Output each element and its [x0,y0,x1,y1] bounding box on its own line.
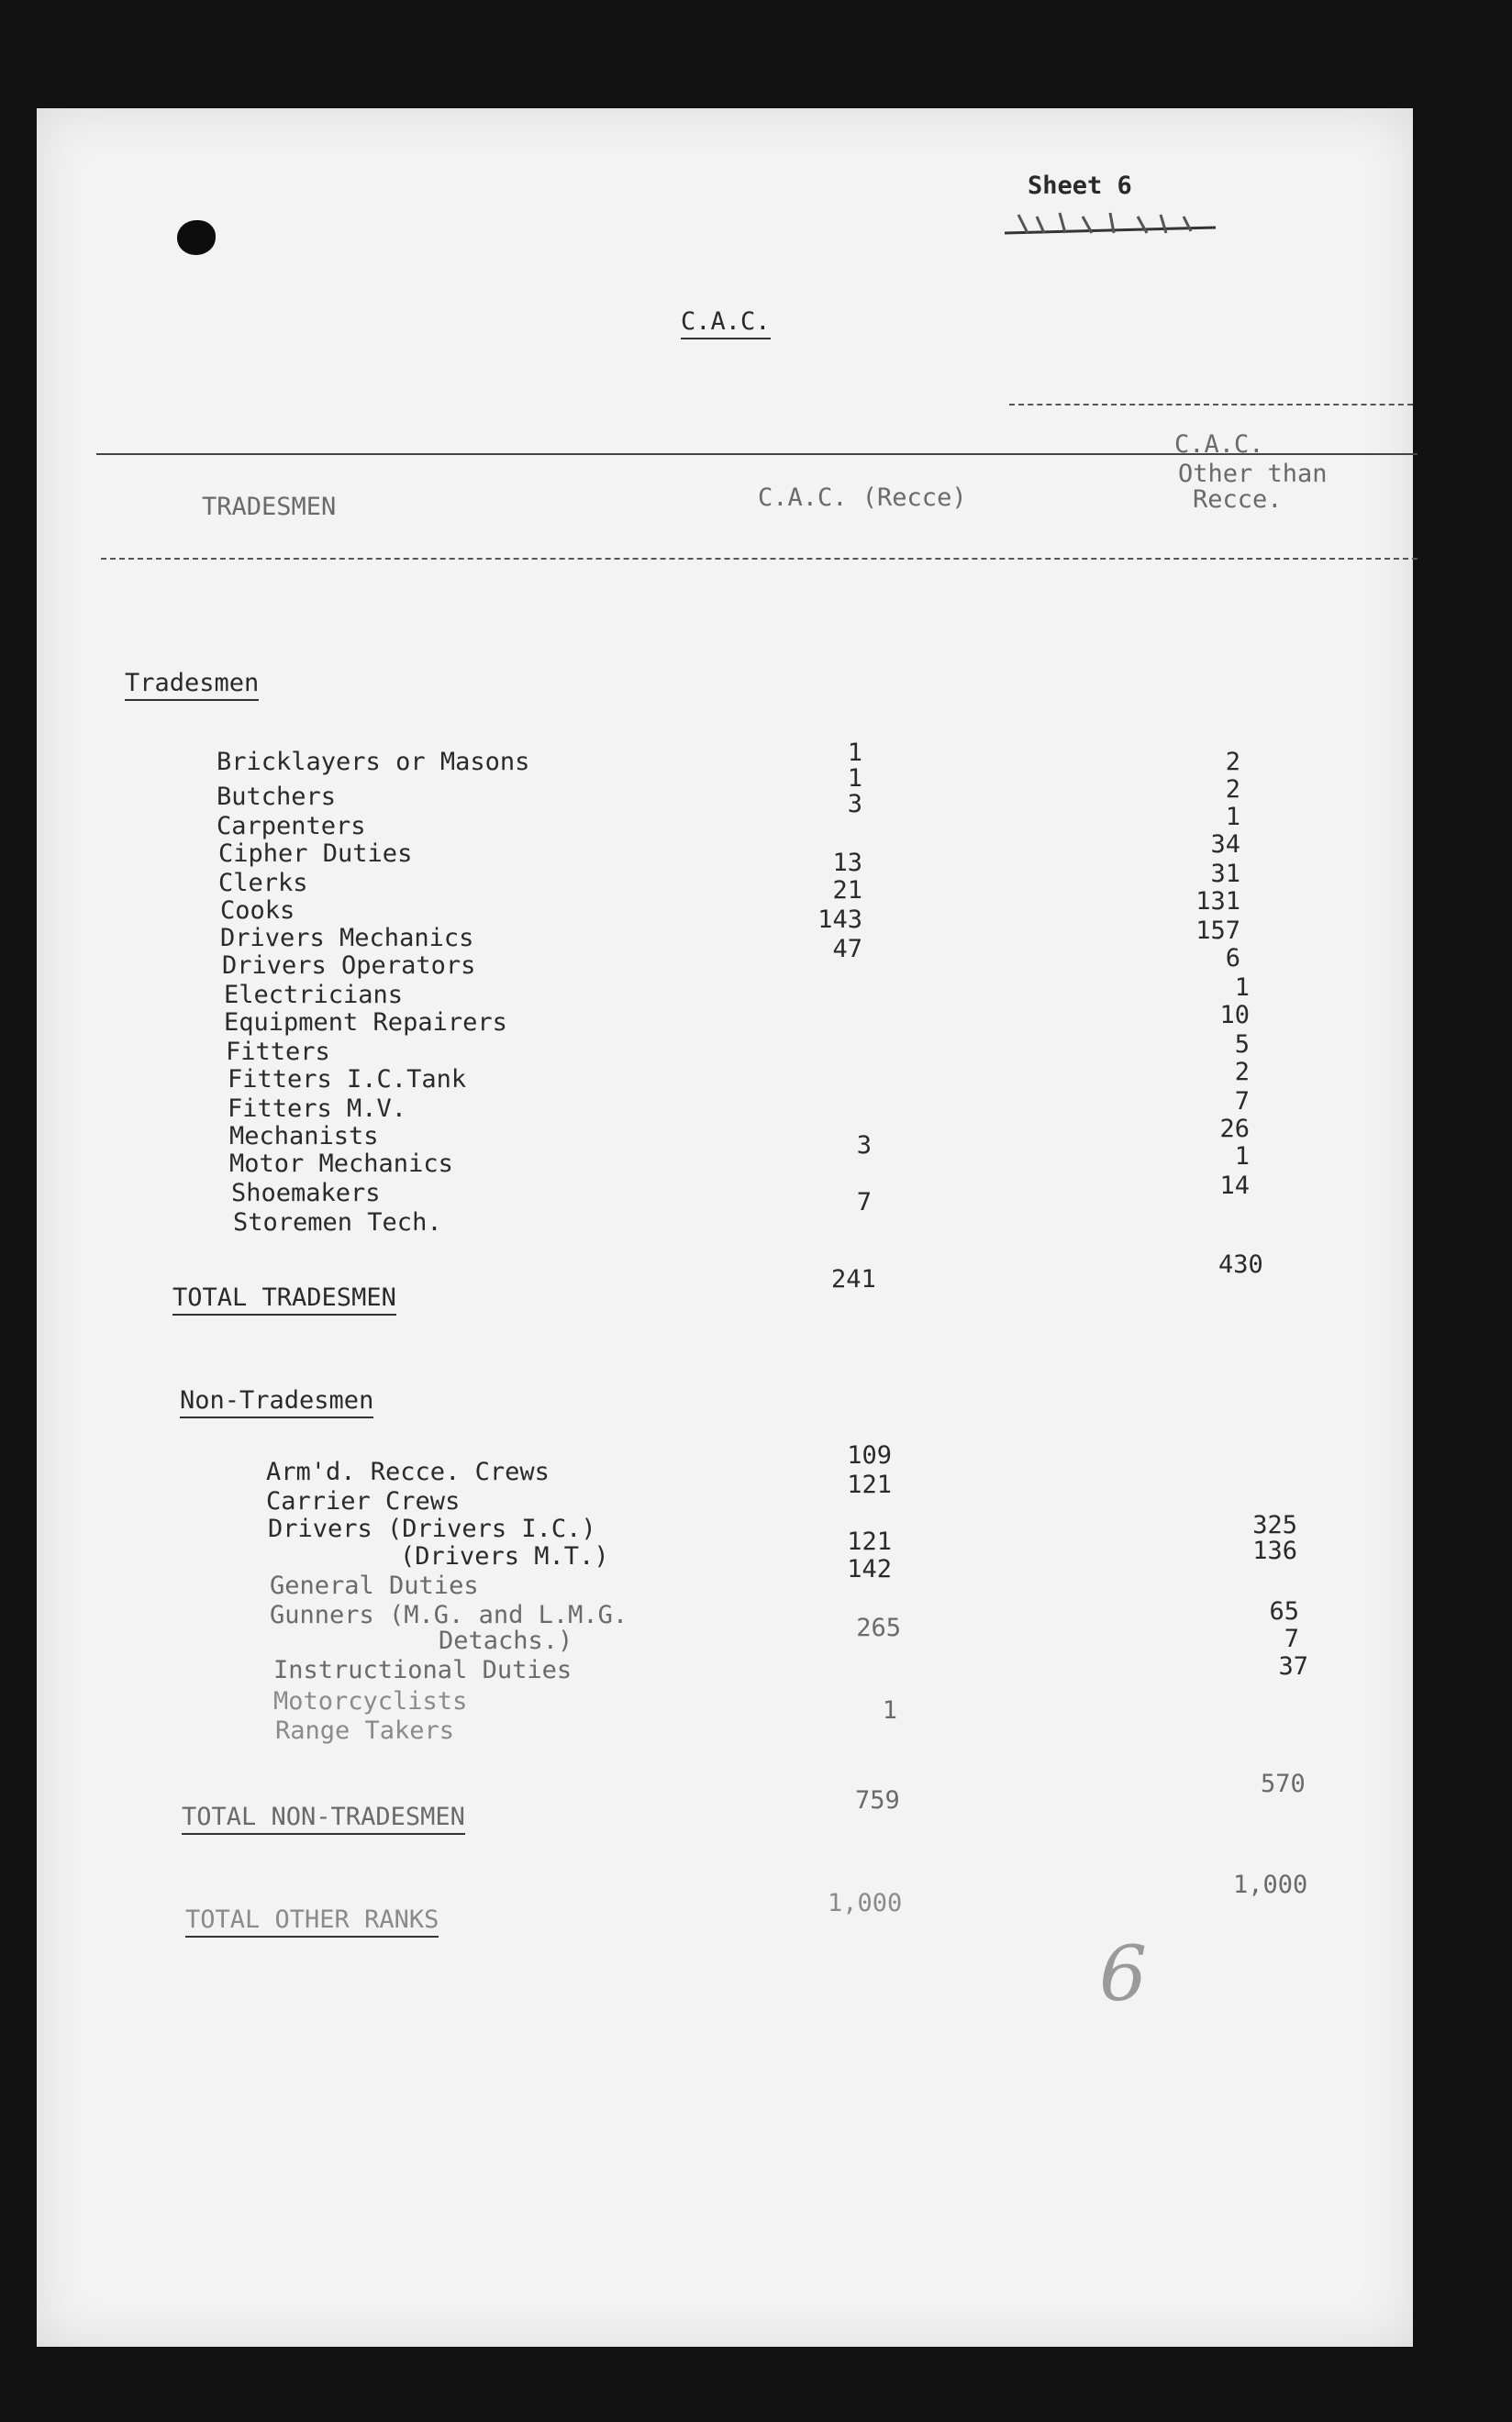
trade-name: Carpenters [217,812,366,840]
other-count: 6 [1225,944,1240,972]
trade-name: Detachs.) [439,1627,573,1655]
other-count: 7 [1284,1625,1299,1653]
section-heading-tradesmen: Tradesmen [125,670,259,701]
other-count: 2 [1225,775,1240,804]
trade-name: General Duties [270,1572,479,1600]
other-count: 26 [1219,1115,1250,1143]
trade-name: Motor Mechanics [229,1150,453,1178]
total-other-ranks-recce: 1,000 [828,1889,903,1917]
trade-name: Mechanists [229,1122,379,1150]
other-count: 5 [1234,1030,1250,1059]
struck-through-stamp [1000,207,1220,244]
trade-name: Cipher Duties [218,839,413,868]
section-heading-non-tradesmen: Non-Tradesmen [180,1387,373,1418]
recce-count: 1 [882,1696,897,1725]
total-non-tradesmen-recce: 759 [855,1786,900,1815]
trade-name: Carrier Crews [266,1487,461,1516]
punch-hole [177,220,216,255]
recce-count: 3 [847,790,862,818]
other-count: 325 [1252,1511,1297,1539]
other-count: 136 [1252,1537,1297,1565]
sheet-number: Sheet 6 [1028,172,1132,200]
column-header-other-line3: Recce. [1193,485,1283,514]
handwritten-page-number: 6 [1099,1931,1148,2018]
trade-name: Butchers [217,783,337,811]
other-count: 2 [1225,748,1240,776]
column-header-tradesmen: TRADESMEN [202,493,337,521]
recce-count: 7 [856,1188,872,1217]
trade-name: Instructional Duties [273,1656,573,1684]
other-count: 14 [1219,1172,1250,1200]
header-bottom-rule [101,558,1418,560]
other-count: 157 [1195,917,1240,945]
column-header-other-line2: Other than [1178,460,1328,488]
recce-count: 3 [856,1131,872,1160]
trade-name: (Drivers M.T.) [400,1542,609,1571]
other-count: 2 [1234,1058,1250,1086]
trade-name: Bricklayers or Masons [217,748,530,776]
total-other-ranks-label: TOTAL OTHER RANKS [185,1906,439,1938]
total-non-tradesmen-label: TOTAL NON-TRADESMEN [182,1804,465,1835]
total-tradesmen-other: 430 [1218,1250,1263,1279]
other-count: 31 [1210,860,1240,888]
recce-count: 143 [817,905,862,934]
recce-count: 47 [832,935,862,963]
recce-count: 21 [832,876,862,905]
trade-name: Fitters I.C.Tank [228,1065,467,1094]
recce-count: 1 [847,764,862,793]
recce-count: 121 [847,1528,892,1556]
trade-name: Motorcyclists [273,1687,468,1716]
trade-name: Clerks [218,869,308,897]
other-count: 131 [1195,887,1240,916]
page-title: C.A.C. [681,308,771,339]
trade-name: Drivers Operators [222,951,476,980]
trade-name: Equipment Repairers [224,1008,507,1037]
trade-name: Cooks [220,896,295,925]
trade-name: Gunners (M.G. and L.M.G. [270,1601,628,1629]
recce-count: 1 [847,739,862,767]
column-header-other-line1: C.A.C. [1174,430,1264,459]
trade-name: Fitters M.V. [228,1094,407,1123]
other-count: 1 [1234,973,1250,1002]
trade-name: Drivers Mechanics [220,924,474,952]
recce-count: 265 [856,1614,901,1642]
total-non-tradesmen-other: 570 [1261,1770,1306,1798]
header-top-dashed-rule [1009,404,1413,406]
other-count: 10 [1219,1001,1250,1029]
other-count: 1 [1225,803,1240,831]
trade-name: Range Takers [275,1717,455,1745]
trade-name: Arm'd. Recce. Crews [266,1458,550,1486]
recce-count: 121 [847,1471,892,1499]
trade-name: Drivers (Drivers I.C.) [268,1515,596,1543]
recce-count: 13 [832,849,862,877]
total-tradesmen-label: TOTAL TRADESMEN [172,1284,396,1316]
recce-count: 109 [847,1441,892,1470]
other-count: 37 [1278,1652,1308,1681]
trade-name: Electricians [224,981,404,1009]
recce-count: 142 [847,1555,892,1583]
trade-name: Storemen Tech. [233,1208,442,1237]
column-header-recce: C.A.C. (Recce) [758,483,967,512]
trade-name: Fitters [226,1038,330,1066]
other-count: 65 [1269,1597,1299,1626]
other-count: 7 [1234,1087,1250,1116]
other-count: 34 [1210,830,1240,859]
total-tradesmen-recce: 241 [831,1265,876,1294]
total-other-ranks-other: 1,000 [1233,1871,1308,1899]
other-count: 1 [1234,1142,1250,1171]
trade-name: Shoemakers [231,1179,381,1207]
